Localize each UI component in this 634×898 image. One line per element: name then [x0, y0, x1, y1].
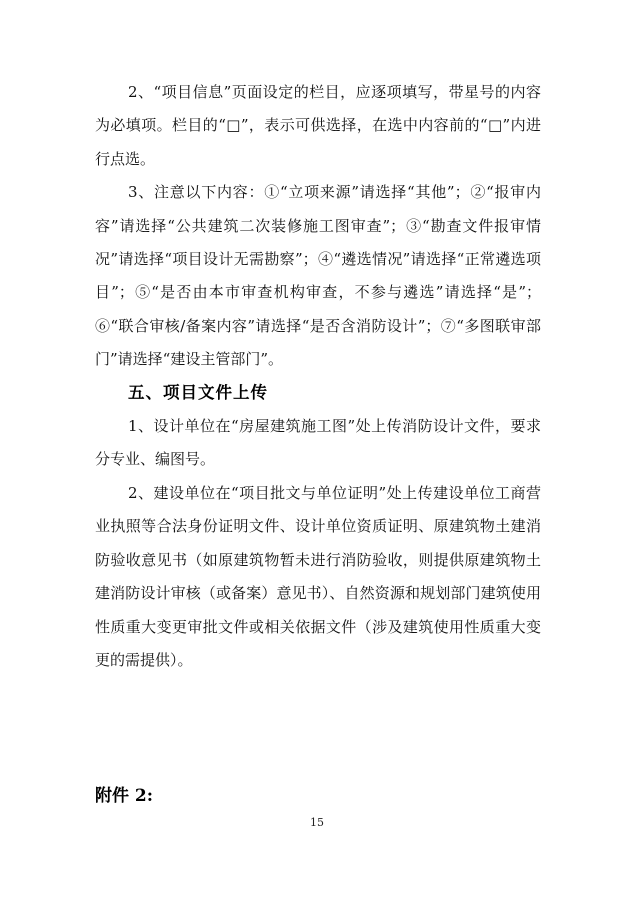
paragraph-project-info-fill-rule: 2、“项目信息”页面设定的栏目，应逐项填写，带星号的内容为必填项。栏目的“□”，表示可供选择，在选中内容前的“□”内进行点选。	[95, 83, 541, 168]
paragraph-design-unit-upload: 1、设计单位在“房屋建筑施工图”处上传消防设计文件，要求分专业、编图号。	[95, 417, 541, 469]
paragraph-attention-items: 3、注意以下内容：①“立项来源”请选择“其他”；②“报审内容”请选择“公共建筑二次装修施工图审查”；③“勘查文件报审情况”请选择“项目设计无需勘察”；④“遴选情况”请选择“正常遴选项目”；⑤“是否由本市审查机构审查，不参与遴选”请选择“是”；⑥“联合审核/备案内容”请选择“是否含消防设计”；⑦“多图联审部门”请选择“建设主管部门”。	[95, 183, 541, 369]
section-heading-file-upload: 五、项目文件上传	[128, 383, 268, 402]
attachment-label: 附件 2:	[95, 786, 154, 806]
paragraph-construction-unit-upload: 2、建设单位在“项目批文与单位证明”处上传建设单位工商营业执照等合法身份证明文件、设计单位资质证明、原建筑物土建消防验收意见书（如原建筑物暂未进行消防验收，则提供原建筑物土建消防设计审核（或备案）意见书）、自然资源和规划部门建筑使用性质重大变更审批文件或相关依据文件（涉及建筑使用性质重大变更的需提供）。	[95, 483, 541, 669]
document-body	[95, 76, 541, 677]
page-number: 15	[310, 816, 324, 829]
